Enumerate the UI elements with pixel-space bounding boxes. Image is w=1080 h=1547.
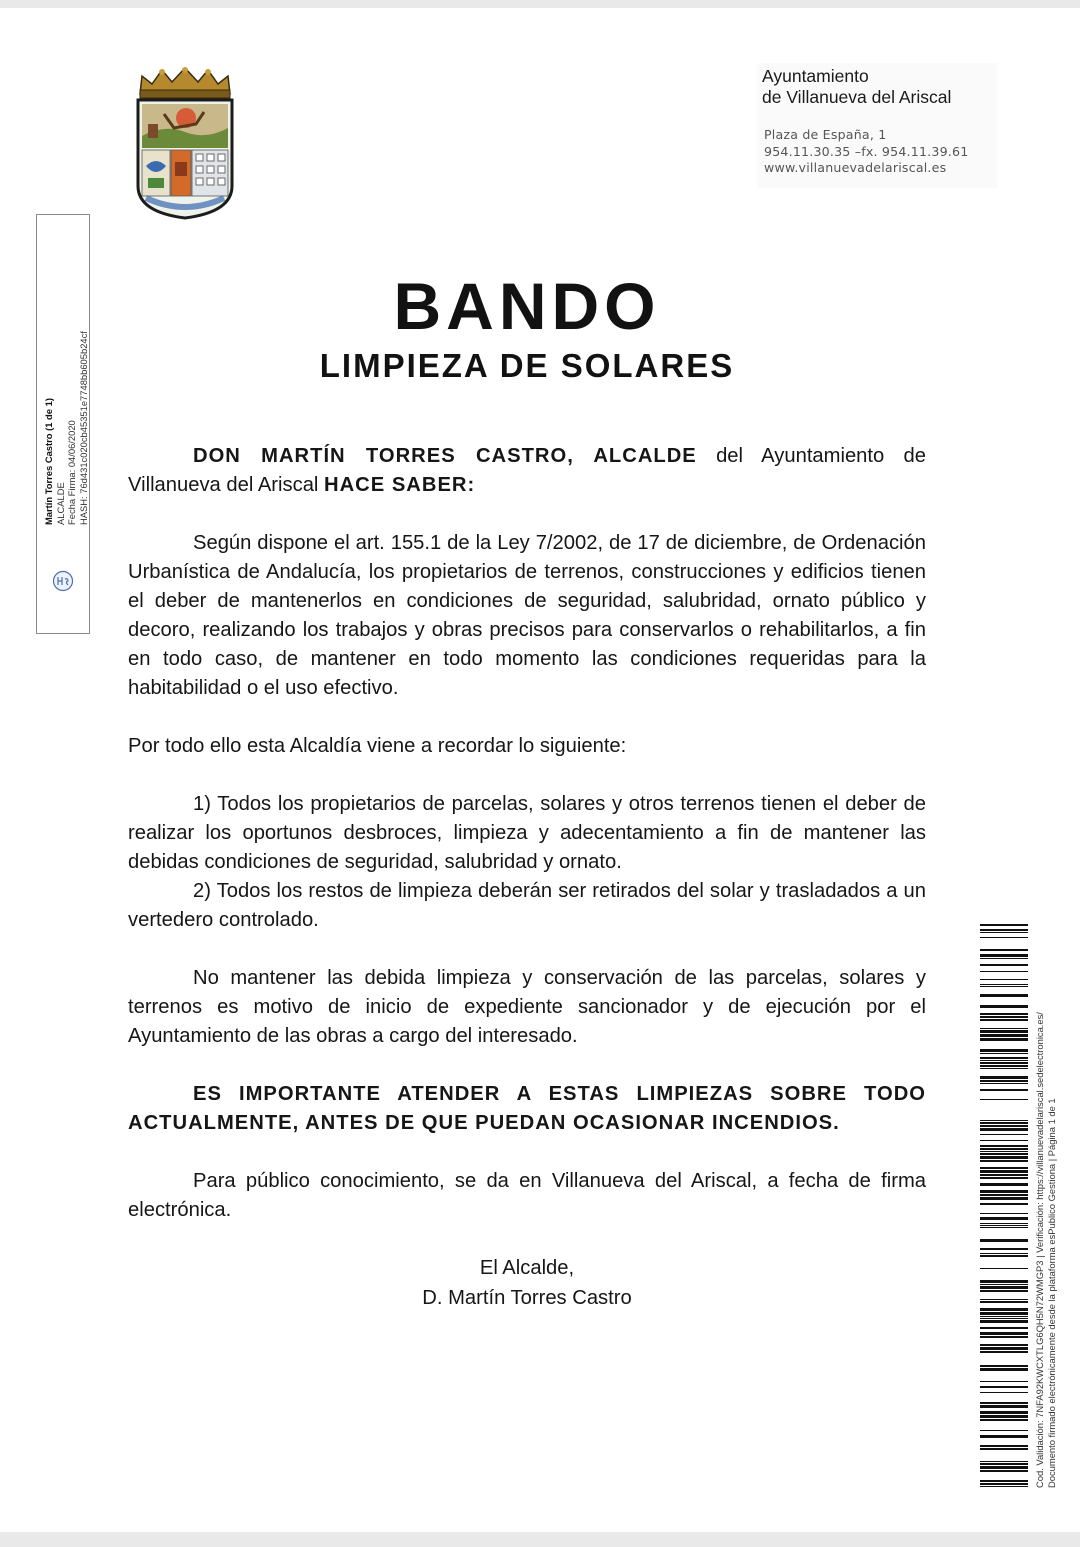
paragraph-publication <box>128 1167 926 1225</box>
barcode-bar <box>980 1223 1028 1224</box>
barcode-bar <box>980 1080 1028 1082</box>
barcode-bar <box>980 1320 1028 1323</box>
barcode-bar <box>980 1049 1028 1052</box>
barcode-bar <box>980 1148 1028 1150</box>
barcode-bar <box>980 1140 1028 1141</box>
barcode-bar <box>980 1336 1028 1338</box>
address-street: Plaza de España, 1 <box>764 127 887 142</box>
barcode-bar <box>980 1076 1028 1079</box>
org-line-1: Ayuntamiento <box>762 66 869 86</box>
barcode-bar <box>980 1280 1028 1283</box>
barcode-bar <box>980 1248 1028 1250</box>
signature-text <box>43 125 89 525</box>
barcode-bar <box>980 1120 1028 1121</box>
barcode-bar <box>980 1190 1028 1193</box>
barcode-bar <box>980 1402 1028 1404</box>
barcode-bar <box>980 1167 1028 1169</box>
barcode-bar <box>980 1470 1028 1472</box>
paragraph-warning-text: ES IMPORTANTE ATENDER A ESTAS LIMPIEZAS SOBRE TODO ACTUALMENTE, ANTES DE QUE PUEDAN OCASIONAR INCENDIOS. <box>128 1083 926 1134</box>
barcode-bar <box>980 1405 1028 1408</box>
signature-date: Fecha Firma: 04/06/2020 <box>66 420 77 525</box>
list-item-1: 1) Todos los propietarios de parcelas, solares y otros terrenos tienen el deber de realizar los oportunos desbroces, limpieza y adecentamiento a fin de mantener las debidas condiciones de seguridad, salubridad y ornato. <box>128 793 926 873</box>
barcode-bar <box>980 1016 1028 1018</box>
barcode-bar <box>980 1253 1028 1254</box>
barcode-bar <box>980 1125 1028 1127</box>
barcode-bar <box>980 1134 1028 1135</box>
barcode-bar <box>980 1392 1028 1393</box>
barcode-bar <box>980 979 1028 980</box>
org-line-2: de Villanueva del Ariscal <box>762 87 952 107</box>
barcode-bar <box>980 1411 1028 1414</box>
list-item-2: 2) Todos los restos de limpieza deberán ser retirados del solar y trasladados a un vertedero controlado. <box>128 880 926 931</box>
barcode-bar <box>980 1445 1028 1447</box>
barcode-bar <box>980 1347 1028 1350</box>
barcode-bar <box>980 1213 1028 1214</box>
numbered-list <box>128 790 926 935</box>
barcode-bar <box>980 1183 1028 1186</box>
municipality-name <box>762 66 951 108</box>
barcode-bar <box>980 1301 1028 1303</box>
barcode-bar <box>980 1153 1028 1155</box>
paragraph-sanction <box>128 964 926 1051</box>
barcode-bar <box>980 1068 1028 1069</box>
barcode-bar <box>980 1170 1028 1173</box>
mayor-name: DON MARTÍN TORRES CASTRO, ALCALDE <box>193 445 697 467</box>
barcode-bar <box>980 954 1028 957</box>
intro-text: del Ayuntamiento de Villanueva del Ariscal <box>128 445 926 496</box>
paragraph-law-text: Según dispone el art. 155.1 de la Ley 7/2002, de 17 de diciembre, de Ordenación Urbanística de Andalucía, los propietarios de terrenos, construcciones y edificios tienen el deber de mantenerlos en condiciones de seguridad, salubridad, ornato público y decoro, realizando los trabajos y obras precisos para conservarlos o rehabilitarlos, a fin en todo caso, de mantener en todo momento las condiciones requeridas para la habitabilidad o el uso efectivo. <box>128 532 926 699</box>
document-page <box>0 8 1080 1532</box>
paragraph-warning <box>128 1080 926 1138</box>
barcode-bar <box>980 964 1028 966</box>
barcode-bar <box>980 1197 1028 1200</box>
document-subtitle: LIMPIEZA DE SOLARES <box>319 347 735 384</box>
barcode-bar <box>980 994 1028 997</box>
signature-role: ALCALDE <box>54 482 66 525</box>
verification-code: Cod. Validación: 7NFA92KWCXTLG6QH5N72WMGP3 | Verificación: https://villanuevadelariscal.sedelectronica.es/ <box>1034 1012 1045 1488</box>
barcode-bar <box>980 1062 1028 1064</box>
barcode-bar <box>980 1284 1028 1285</box>
coat-of-arms-logo <box>134 66 236 220</box>
signature-seal-icon <box>52 570 74 592</box>
barcode-bar <box>980 1461 1028 1462</box>
barcode-bar <box>980 1435 1028 1438</box>
barcode-bar <box>980 1057 1028 1059</box>
municipality-address <box>764 127 968 177</box>
document-title: BANDO <box>393 269 661 343</box>
barcode-bar <box>980 932 1028 933</box>
paragraph-sanction-text: No mantener las debida limpieza y conservación de las parcelas, solares y terrenos es motivo de inicio de expediente sancionador y de ejecución por el Ayuntamiento de las obras a cargo del interesado. <box>128 967 926 1047</box>
barcode-bar <box>980 1351 1028 1353</box>
barcode-bar <box>980 1368 1028 1371</box>
barcode-bar <box>980 1255 1028 1257</box>
barcode-bar <box>980 1177 1028 1179</box>
barcode-bar <box>980 1013 1028 1015</box>
intro-paragraph <box>128 442 926 500</box>
barcode-bar <box>980 1308 1028 1311</box>
barcode-bar <box>980 1156 1028 1159</box>
barcode-bar <box>980 1239 1028 1242</box>
barcode-bar <box>980 1318 1028 1319</box>
barcode-bar <box>980 1312 1028 1315</box>
barcode-bar <box>980 1122 1028 1124</box>
barcode-bar <box>980 1160 1028 1162</box>
validation-barcode <box>980 924 1028 1488</box>
barcode-bar <box>980 1030 1028 1033</box>
barcode-bar <box>980 1381 1028 1382</box>
barcode-bar <box>980 1099 1028 1100</box>
barcode-bar <box>980 1299 1028 1300</box>
signature-signer: Martín Torres Castro (1 de 1) <box>43 398 54 525</box>
barcode-bar <box>980 971 1028 972</box>
barcode-bar <box>980 1038 1028 1041</box>
barcode-bar <box>980 986 1028 987</box>
barcode-bar <box>980 1419 1028 1421</box>
barcode-bar <box>980 1053 1028 1054</box>
barcode-bar <box>980 1463 1028 1465</box>
barcode-bar <box>980 1005 1028 1008</box>
barcode-bar <box>980 929 1028 931</box>
paragraph-law <box>128 529 926 703</box>
barcode-bar <box>980 1290 1028 1292</box>
barcode-bar <box>980 984 1028 985</box>
closing-name: D. Martín Torres Castro <box>422 1287 632 1309</box>
electronic-signature-box <box>36 214 90 634</box>
barcode-bar <box>980 1332 1028 1335</box>
barcode-bar <box>980 924 1028 926</box>
closing-role: El Alcalde, <box>479 1257 575 1279</box>
hace-saber: HACE SABER: <box>324 474 476 496</box>
barcode-bar <box>980 1344 1028 1346</box>
barcode-bar <box>980 1365 1028 1367</box>
barcode-bar <box>980 1060 1028 1061</box>
closing-signature <box>128 1253 926 1313</box>
barcode-bar <box>980 1227 1028 1228</box>
address-phones: 954.11.30.35 –fx. 954.11.39.61 <box>764 143 969 159</box>
barcode-bar <box>980 1386 1028 1388</box>
barcode-bar <box>980 1225 1028 1226</box>
barcode-bar <box>980 1151 1028 1152</box>
barcode-bar <box>980 1203 1028 1205</box>
barcode-bar <box>980 1480 1028 1482</box>
barcode-bar <box>980 1327 1028 1329</box>
barcode-bar <box>980 1128 1028 1131</box>
barcode-bar <box>980 1145 1028 1147</box>
barcode-bar <box>980 937 1028 938</box>
paragraph-reminder-text: Por todo ello esta Alcaldía viene a recordar lo siguiente: <box>128 735 627 757</box>
barcode-bar <box>980 1415 1028 1418</box>
barcode-bar <box>980 1019 1028 1021</box>
barcode-bar <box>980 1448 1028 1450</box>
address-website: www.villanuevadelariscal.es <box>764 160 947 175</box>
barcode-bar <box>980 1430 1028 1431</box>
barcode-bar <box>980 1286 1028 1289</box>
barcode-bar <box>980 958 1028 959</box>
barcode-bar <box>980 1194 1028 1196</box>
municipality-header <box>757 63 997 188</box>
barcode-bar <box>980 1083 1028 1084</box>
barcode-bar <box>980 1466 1028 1469</box>
barcode-bar <box>980 1065 1028 1067</box>
barcode-bar <box>980 1217 1028 1220</box>
paragraph-publication-text: Para público conocimiento, se da en Villanueva del Ariscal, a fecha de firma electrónica. <box>128 1170 926 1221</box>
barcode-bar <box>980 1316 1028 1317</box>
barcode-bar <box>980 1028 1028 1029</box>
paragraph-reminder <box>128 732 926 761</box>
verification-text <box>1034 928 1057 1488</box>
barcode-bar <box>980 1089 1028 1091</box>
barcode-bar <box>980 1034 1028 1037</box>
barcode-bar <box>980 1486 1028 1487</box>
signature-hash: HASH: 76d431c020cb45351e7748bb605b24cf <box>77 331 89 525</box>
barcode-bar <box>980 1268 1028 1269</box>
barcode-bar <box>980 1174 1028 1176</box>
barcode-bar <box>980 949 1028 951</box>
barcode-bar <box>980 1483 1028 1485</box>
verification-platform: Documento firmado electrónicamente desde la plataforma esPublico Gestiona | Página 1 de 1 <box>1045 1098 1057 1488</box>
